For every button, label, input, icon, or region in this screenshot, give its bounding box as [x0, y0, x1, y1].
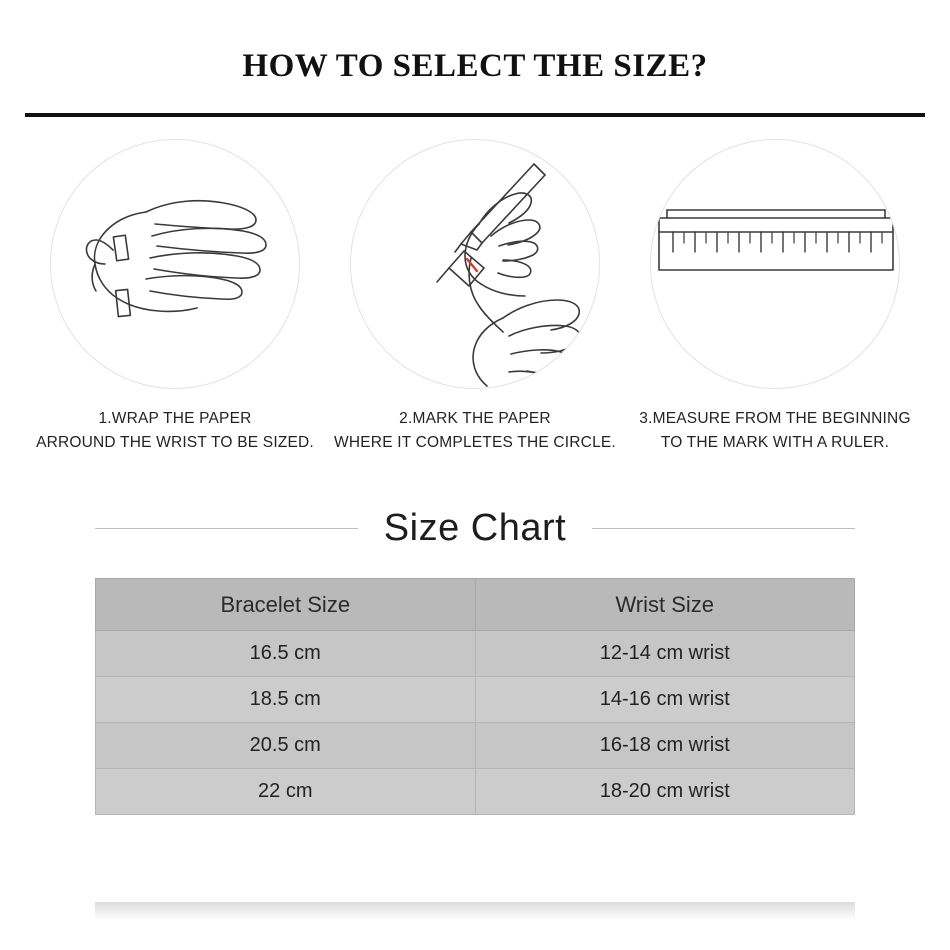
cell-wrist-size: 12-14 cm wrist: [475, 631, 855, 677]
column-header-wrist-size: Wrist Size: [475, 579, 855, 631]
step-3-illustration: [650, 139, 900, 389]
step-2-caption: [334, 407, 616, 455]
step-1-line-1: 1.WRAP THE PAPER: [98, 410, 252, 427]
step-1: [25, 139, 325, 455]
steps-section: [25, 139, 925, 455]
step-1-line-2: ARROUND THE WRIST TO BE SIZED.: [36, 434, 314, 452]
step-2-line-1: 2.MARK THE PAPER: [399, 410, 551, 427]
hand-with-paper-strip-icon: [51, 140, 300, 389]
cell-bracelet-size: 16.5 cm: [96, 631, 476, 677]
cell-wrist-size: 18-20 cm wrist: [475, 769, 855, 815]
step-3: [625, 139, 925, 455]
heading-rule-left: [95, 528, 358, 529]
cell-bracelet-size: 20.5 cm: [96, 723, 476, 769]
table-row: [96, 677, 855, 723]
step-3-line-2: TO THE MARK WITH A RULER.: [660, 434, 890, 452]
step-2: [325, 139, 625, 455]
step-3-line-1: 3.MEASURE FROM THE BEGINNING: [639, 410, 911, 427]
column-header-bracelet-size: Bracelet Size: [96, 579, 476, 631]
page-title: HOW TO SELECT THE SIZE?: [242, 48, 708, 84]
step-3-caption: [639, 407, 910, 455]
cell-wrist-size: 14-16 cm wrist: [475, 677, 855, 723]
ruler-icon: [651, 140, 900, 389]
cell-bracelet-size: 18.5 cm: [96, 677, 476, 723]
step-1-caption: [36, 407, 314, 455]
table-bottom-fade: [95, 902, 855, 920]
table-header-row: [96, 579, 855, 631]
cell-bracelet-size: 22 cm: [96, 769, 476, 815]
table-row: [96, 769, 855, 815]
step-1-illustration: [50, 139, 300, 389]
size-chart-title: Size Chart: [383, 507, 567, 550]
table-row: [96, 631, 855, 677]
pen-marking-paper-strip-icon: [351, 140, 600, 389]
step-2-illustration: [350, 139, 600, 389]
size-chart-table: [95, 578, 855, 815]
step-2-line-2: WHERE IT COMPLETES THE CIRCLE.: [334, 434, 616, 452]
title-divider: [25, 113, 925, 117]
size-chart-heading: [95, 507, 855, 550]
heading-rule-right: [592, 528, 855, 529]
table-row: [96, 723, 855, 769]
cell-wrist-size: 16-18 cm wrist: [475, 723, 855, 769]
